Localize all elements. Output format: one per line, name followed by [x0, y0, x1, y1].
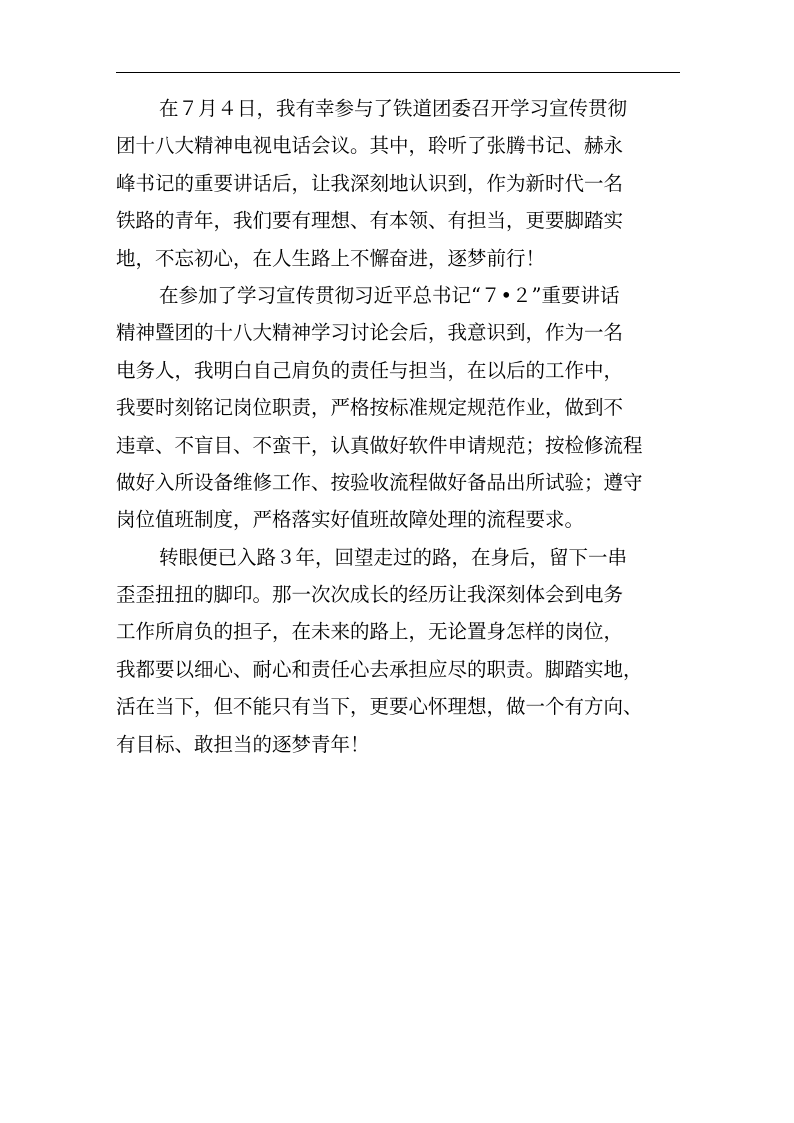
text-line: 在７月４日，我有幸参与了铁道团委召开学习宣传贯彻	[159, 97, 628, 120]
text-line: 转眼便已入路３年，回望走过的路，在身后，留下一串	[159, 545, 628, 569]
paragraph-2	[116, 277, 682, 539]
text-line: 违章、不盲目、不蛮干，认真做好软件申请规范；按检修流程	[116, 433, 643, 457]
text-line: 工作所肩负的担子，在未来的路上，无论置身怎样的岗位，	[116, 620, 624, 644]
document-body	[116, 90, 682, 763]
text-line: 歪歪扭扭的脚印。那一次次成长的经历让我深刻体会到电务	[116, 583, 624, 607]
text-line: 做好入所设备维修工作、按验收流程做好备品出所试验；遵守	[116, 470, 643, 494]
text-line: 我都要以细心、耐心和责任心去承担应尽的职责。脚踏实地，	[116, 657, 643, 681]
text-line: 我要时刻铭记岗位职责，严格按标准规定规范作业，做到不	[116, 396, 624, 420]
text-line: 电务人，我明白自己肩负的责任与担当，在以后的工作中，	[116, 358, 624, 382]
text-line: 活在当下，但不能只有当下，更要心怀理想，做一个有方向、	[116, 695, 643, 719]
text-line: 峰书记的重要讲话后，让我深刻地认识到，作为新时代一名	[116, 171, 624, 195]
paragraph-3	[116, 539, 682, 763]
text-line: 有目标、敢担当的逐梦青年！	[116, 732, 370, 756]
text-line: 铁路的青年，我们要有理想、有本领、有担当，更要脚踏实	[116, 209, 624, 233]
header-rule	[116, 72, 680, 73]
paragraph-1	[116, 90, 682, 277]
text-line: 团十八大精神电视电话会议。其中，聆听了张腾书记、赫永	[116, 134, 624, 158]
text-line: 在参加了学习宣传贯彻习近平总书记“７•２”重要讲话	[159, 283, 620, 307]
text-line: 地，不忘初心，在人生路上不懈奋进，逐梦前行！	[116, 246, 546, 270]
text-line: 精神暨团的十八大精神学习讨论会后，我意识到，作为一名	[116, 321, 624, 345]
text-line: 岗位值班制度，严格落实好值班故障处理的流程要求。	[116, 508, 585, 532]
